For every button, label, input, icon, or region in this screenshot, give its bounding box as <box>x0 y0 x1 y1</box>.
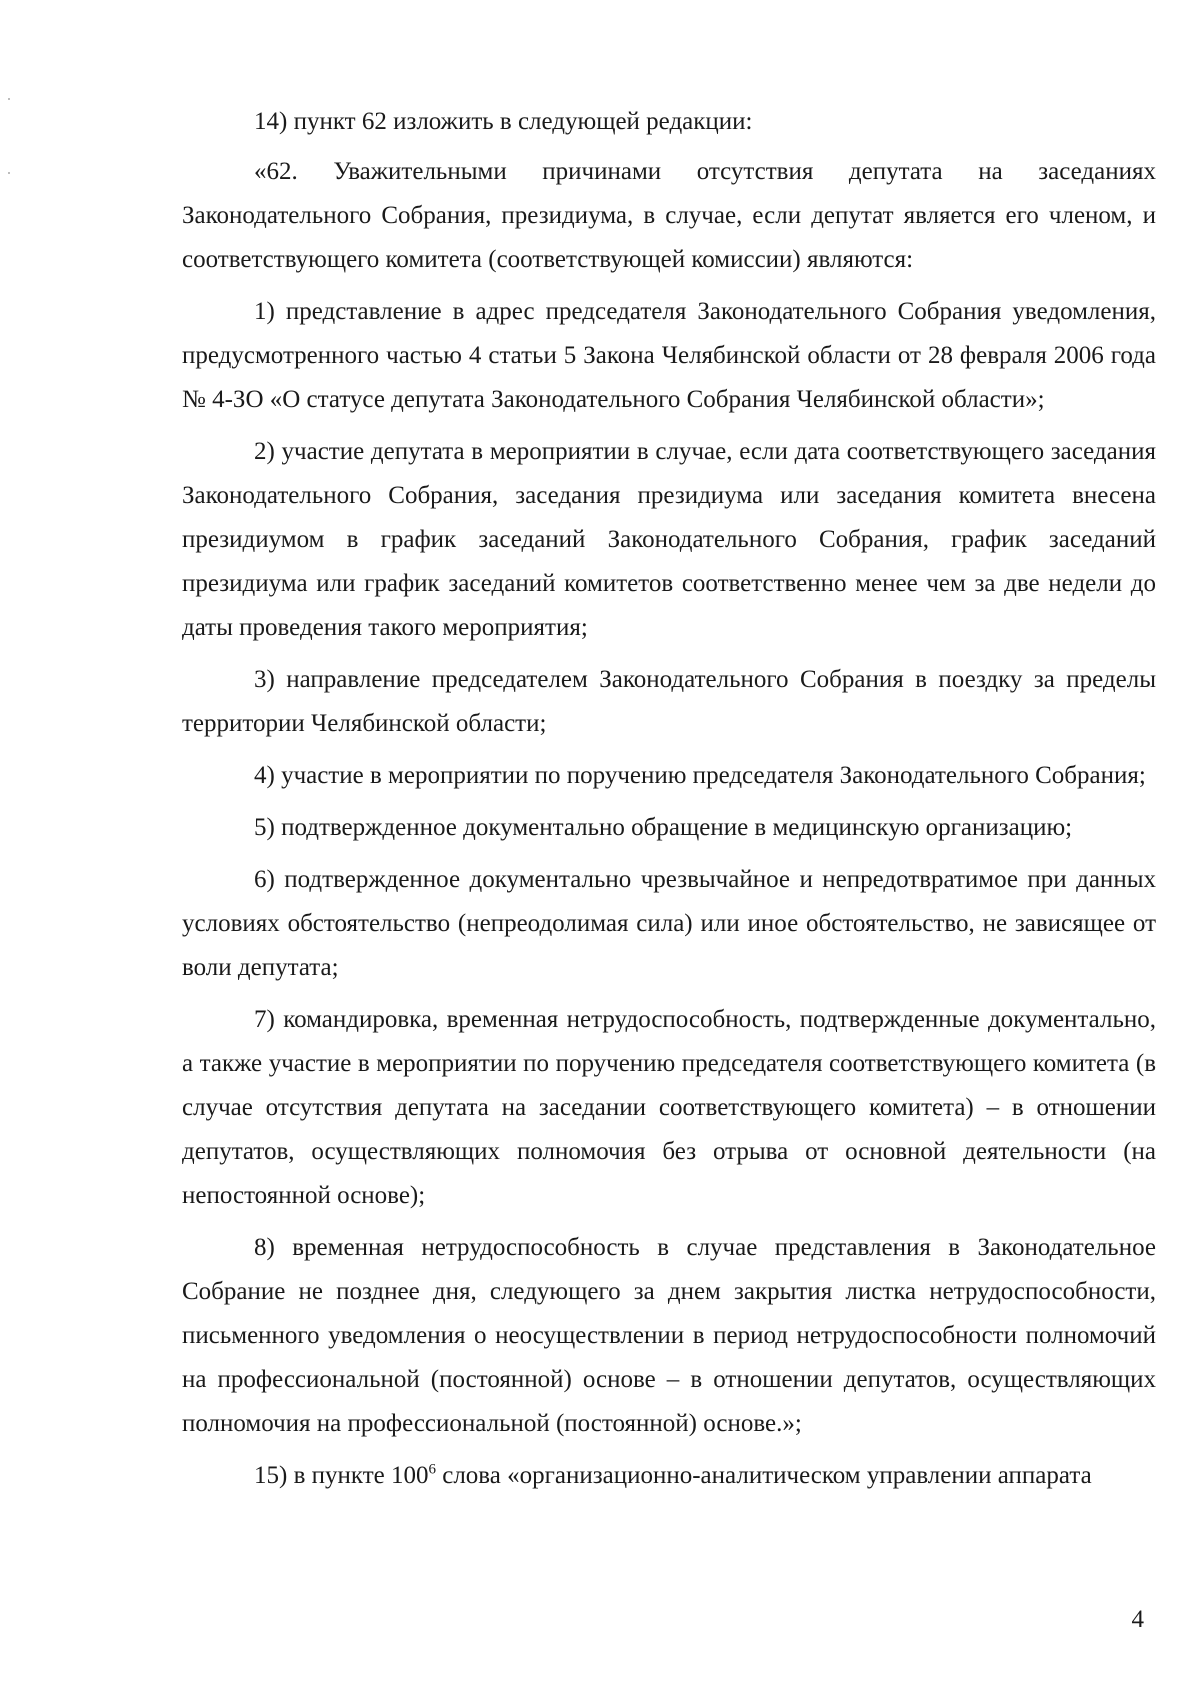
paragraph-subitem-4: 4) участие в мероприятии по поручению председателя Законодательного Собрания; <box>254 762 1146 789</box>
paragraph-subitem-5: 5) подтвержденное документально обращение в медицинскую организацию; <box>254 814 1073 841</box>
paragraph-item-15 <box>182 1454 1156 1498</box>
scan-artifact-dot <box>8 172 10 174</box>
paragraph-subitem-1: 1) представление в адрес председателя Законодательного Собрания уведомления, предусмотренного частью 4 статьи 5 Закона Челябинской области от 28 февраля 2006 года № 4-ЗО «О статусе депутата Законодательного Собрания Челябинской области»; <box>182 298 1156 413</box>
paragraph-subitem-2: 2) участие депутата в мероприятии в случае, если дата соответствующего заседания Законодательного Собрания, заседания президиума или заседания комитета внесена президиумом в график заседаний Законодательного Собрания, график заседаний президиума или график заседаний комитетов соответственно менее чем за две недели до даты проведения такого мероприятия; <box>182 438 1156 641</box>
paragraph-subitem-3: 3) направление председателем Законодательного Собрания в поездку за пределы территории Челябинской области; <box>182 666 1156 737</box>
paragraph-point-62: «62. Уважительными причинами отсутствия депутата на заседаниях Законодательного Собрания, президиума, в случае, если депутат является его членом, и соответствующего комитета (соответствующей комиссии) являются: <box>182 158 1156 273</box>
paragraph-subitem-6: 6) подтвержденное документально чрезвычайное и непредотвратимое при данных условиях обстоятельство (непреодолимая сила) или иное обстоятельство, не зависящее от воли депутата; <box>182 866 1156 981</box>
scan-artifact-dot <box>8 98 10 100</box>
paragraph-item-15-start: 15) в пункте 100 <box>254 1462 429 1489</box>
page-number: 4 <box>1131 1606 1144 1633</box>
paragraph-item-14: 14) пункт 62 изложить в следующей редакции: <box>254 108 753 135</box>
document-body <box>182 100 1156 1506</box>
paragraph-item-15-end: слова «организационно-аналитическом управлении аппарата <box>435 1462 1092 1489</box>
paragraph-subitem-7: 7) командировка, временная нетрудоспособность, подтвержденные документально, а также участие в мероприятии по поручению председателя соответствующего комитета (в случае отсутствия депутата на заседании соответствующего комитета) – в отношении депутатов, осуществляющих полномочия без отрыва от основной деятельности (на непостоянной основе); <box>182 1006 1156 1209</box>
paragraph-subitem-8: 8) временная нетрудоспособность в случае представления в Законодательное Собрание не позднее дня, следующего за днем закрытия листка нетрудоспособности, письменного уведомления о неосуществлении в период нетрудоспособности полномочий на профессиональной (постоянной) основе – в отношении депутатов, осуществляющих полномочия на профессиональной (постоянной) основе.»; <box>182 1234 1156 1437</box>
paragraph-item-15-superscript: 6 <box>428 1461 436 1478</box>
